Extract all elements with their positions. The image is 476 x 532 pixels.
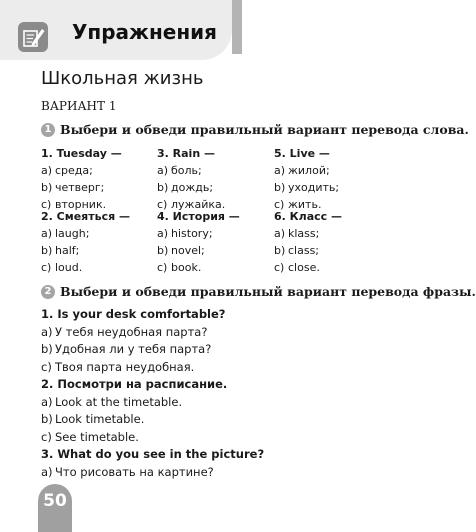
option-b[interactable]: b) дождь; (157, 181, 214, 194)
phrase-item-3 (41, 446, 264, 481)
option-c[interactable]: c) book. (157, 261, 202, 274)
option-b[interactable]: b) уходить; (274, 181, 340, 194)
pencil-paper-icon (18, 22, 48, 52)
option-a[interactable]: a) Что рисовать на картине? (41, 464, 214, 479)
word-question: 4. История — (157, 210, 240, 223)
option-c[interactable]: c) Твоя парта неудобная. (41, 359, 195, 374)
option-a[interactable]: a) среда; (41, 164, 93, 177)
phrase-item-2 (41, 376, 227, 446)
word-item-1 (41, 145, 161, 213)
phrase-question: 2. Посмотри на расписание. (41, 377, 228, 391)
option-a[interactable]: a) laugh; (41, 227, 90, 240)
task-number-badge: 2 (41, 285, 55, 299)
option-b[interactable]: b) четверг; (41, 181, 105, 194)
phrase-question: 1. Is your desk comfortable? (41, 307, 226, 321)
option-c[interactable]: c) вторник. (41, 198, 107, 211)
option-a[interactable]: a) klass; (274, 227, 320, 240)
task-1-instruction (41, 122, 469, 137)
option-a[interactable]: a) У тебя неудобная парта? (41, 324, 208, 339)
option-b[interactable]: b) class; (274, 244, 320, 257)
word-item-3 (157, 145, 277, 213)
word-item-5 (274, 145, 394, 213)
option-c[interactable]: c) лужайка. (157, 198, 226, 211)
option-c[interactable]: c) See timetable. (41, 429, 139, 444)
word-question: 6. Класс — (274, 210, 343, 223)
task-2-text: Выбери и обведи правильный вариант перевода фразы. (60, 284, 476, 299)
task-1-text: Выбери и обведи правильный вариант перевода слова. (60, 122, 469, 137)
option-a[interactable]: a) history; (157, 227, 213, 240)
option-c[interactable]: c) loud. (41, 261, 83, 274)
variant-label: ВАРИАНТ 1 (41, 99, 117, 113)
option-a[interactable]: a) жилой; (274, 164, 330, 177)
section-title: Школьная жизнь (41, 68, 204, 89)
task-2-instruction (41, 284, 476, 299)
word-item-2 (41, 208, 161, 276)
header-title: Упражнения (72, 20, 218, 44)
word-question: 5. Live — (274, 147, 330, 160)
phrase-item-1 (41, 306, 225, 376)
page-number: 50 (38, 484, 72, 532)
word-question: 2. Смеяться — (41, 210, 130, 223)
option-c[interactable]: c) жить. (274, 198, 322, 211)
word-item-4 (157, 208, 277, 276)
option-a[interactable]: a) Look at the timetable. (41, 394, 183, 409)
phrase-question: 3. What do you see in the picture? (41, 447, 265, 461)
word-question: 1. Tuesday — (41, 147, 122, 160)
option-c[interactable]: c) close. (274, 261, 320, 274)
option-b[interactable]: b) novel; (157, 244, 205, 257)
option-b[interactable]: b) Удобная ли у тебя парта? (41, 342, 212, 356)
task-number-badge: 1 (41, 123, 55, 137)
option-b[interactable]: b) Look timetable. (41, 412, 145, 426)
option-a[interactable]: a) боль; (157, 164, 202, 177)
word-item-6 (274, 208, 394, 276)
header-tab-marker (232, 0, 242, 54)
option-b[interactable]: b) half; (41, 244, 80, 257)
word-question: 3. Rain — (157, 147, 215, 160)
